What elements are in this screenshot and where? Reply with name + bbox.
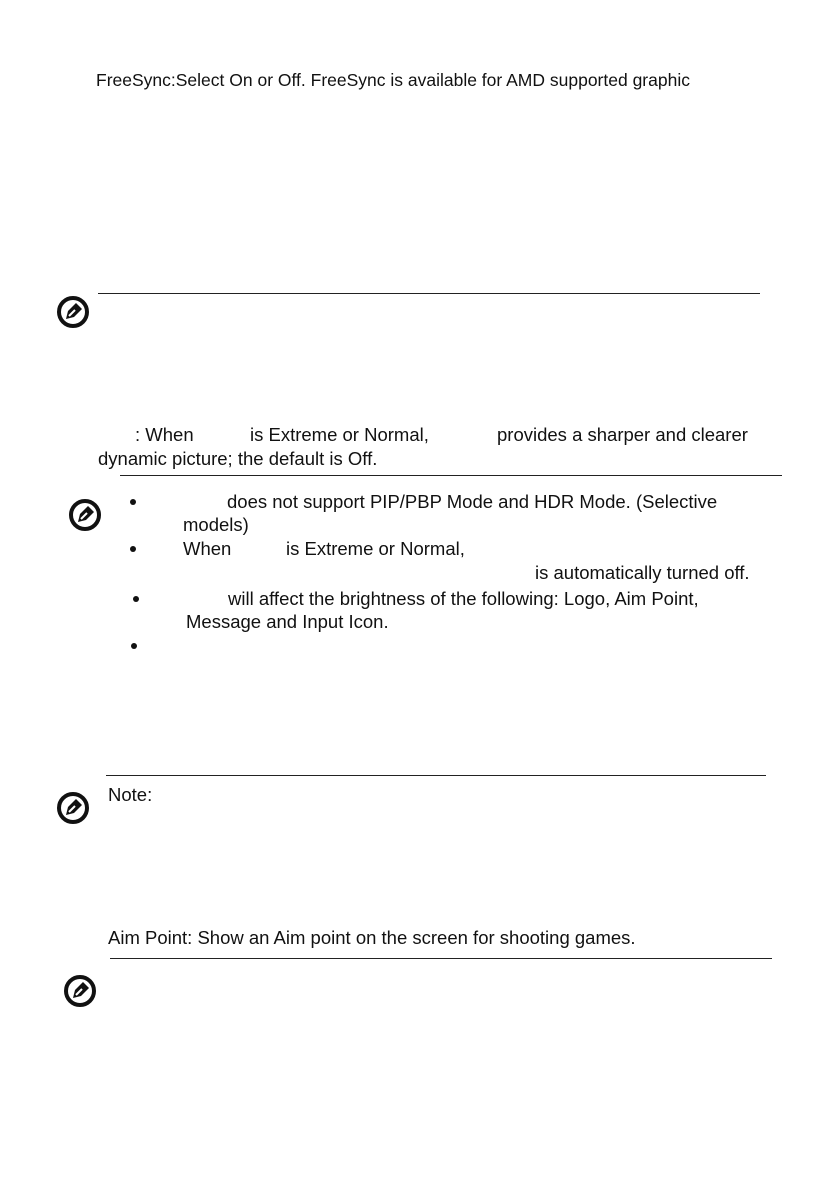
note2-bullet2-b: is Extreme or Normal, — [286, 538, 465, 559]
bullet-1 — [130, 499, 136, 505]
note-rule-1 — [98, 293, 760, 294]
note-rule-3 — [106, 775, 766, 776]
note-rule-4 — [110, 958, 772, 959]
overdrive-line2: dynamic picture; the default is Off. — [98, 448, 378, 469]
bullet-4 — [131, 643, 137, 649]
bullet-2 — [130, 546, 136, 552]
note-icon — [56, 791, 90, 825]
overdrive-line1-a: : When — [135, 424, 194, 445]
note2-bullet3-line2: Message and Input Icon. — [186, 611, 389, 632]
note-rule-2 — [120, 475, 782, 476]
note-label: Note: — [108, 784, 153, 805]
note2-bullet2-a: When — [183, 538, 232, 559]
note-icon — [68, 498, 102, 532]
bullet-3 — [133, 596, 139, 602]
overdrive-line1-b: is Extreme or Normal, — [250, 424, 429, 445]
aim-point-text: Aim Point: Show an Aim point on the screen for shooting games. — [108, 927, 636, 948]
note-icon — [63, 974, 97, 1008]
note2-bullet1-line1: does not support PIP/PBP Mode and HDR Mode. (Selective — [227, 491, 718, 512]
note2-bullet2-c: is automatically turned off. — [535, 562, 750, 583]
note-icon — [56, 295, 90, 329]
overdrive-line1-c: provides a sharper and clearer — [497, 424, 748, 445]
note2-bullet3-line1: will affect the brightness of the following: Logo, Aim Point, — [228, 588, 699, 609]
note2-bullet1-line2: models) — [183, 514, 249, 535]
freesync-text: FreeSync:Select On or Off. FreeSync is available for AMD supported graphic — [96, 70, 690, 90]
